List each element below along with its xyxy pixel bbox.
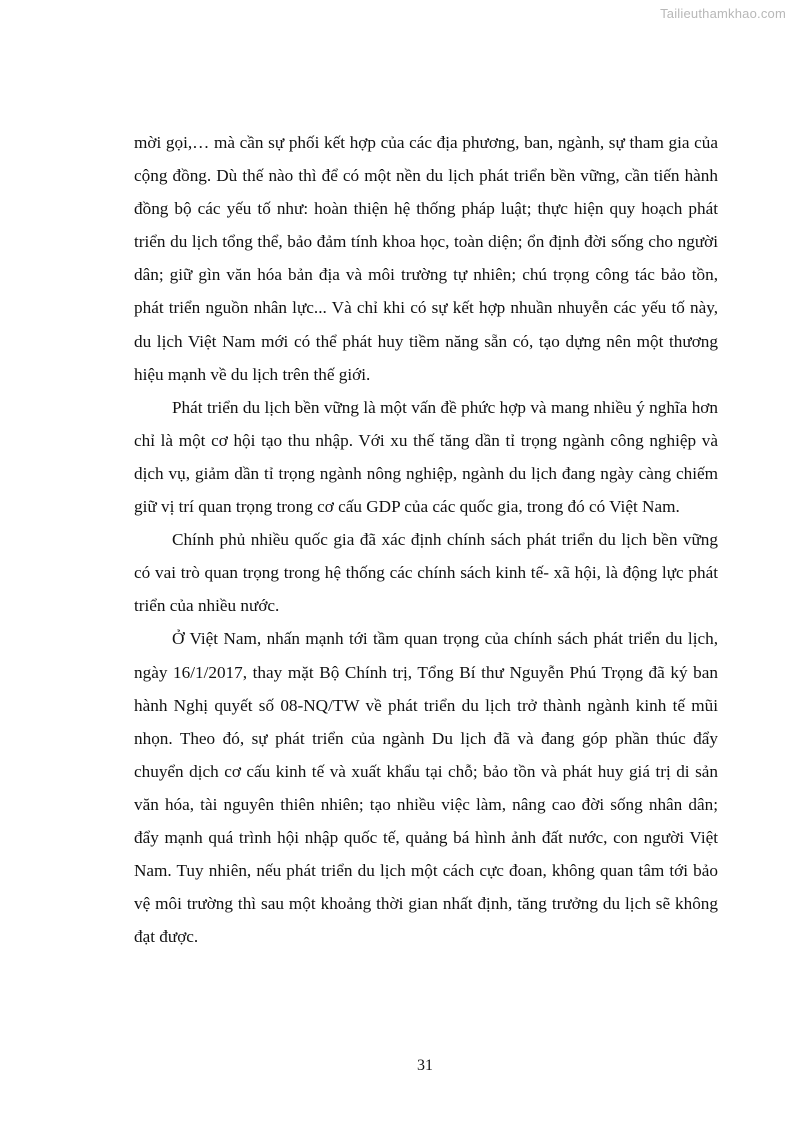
paragraph: Ở Việt Nam, nhấn mạnh tới tầm quan trọng của chính sách phát triển du lịch, ngày 16/1/2017, thay mặt Bộ Chính trị, Tổng Bí thư Nguyễn Phú Trọng đã ký ban hành Nghị quyết số 08-NQ/TW về phát triển du lịch trở thành ngành kinh tế mũi nhọn. Theo đó, sự phát triển của ngành Du lịch đã và đang góp phần thúc đẩy chuyển dịch cơ cấu kinh tế và xuất khẩu tại chỗ; bảo tồn và phát huy giá trị di sản văn hóa, tài nguyên thiên nhiên; tạo nhiều việc làm, nâng cao đời sống nhân dân; đẩy mạnh quá trình hội nhập quốc tế, quảng bá hình ảnh đất nước, con người Việt Nam. Tuy nhiên, nếu phát triển du lịch một cách cực đoan, không quan tâm tới bảo vệ môi trường thì sau một khoảng thời gian nhất định, tăng trưởng du lịch sẽ không đạt được.: [134, 629, 718, 947]
paragraph: Chính phủ nhiều quốc gia đã xác định chính sách phát triển du lịch bền vững có vai trò quan trọng trong hệ thống các chính sách kinh tế- xã hội, là động lực phát triển của nhiều nước.: [134, 530, 718, 616]
paragraph-continuation: mời gọi,… mà cần sự phối kết hợp của các địa phương, ban, ngành, sự tham gia của cộng đồng. Dù thế nào thì để có một nền du lịch phát triển bền vững, cần tiến hành đồng bộ các yếu tố như: hoàn thiện hệ thống pháp luật; thực hiện quy hoạch phát triển du lịch tổng thể, bảo đảm tính khoa học, toàn diện; ổn định đời sống cho người dân; giữ gìn văn hóa bản địa và môi trường tự nhiên; chú trọng công tác bảo tồn, phát triển nguồn nhân lực... Và chỉ khi có sự kết hợp nhuần nhuyễn các yếu tố này, du lịch Việt Nam mới có thể phát huy tiềm năng sẵn có, tạo dựng nên một thương hiệu mạnh về du lịch trên thế giới.: [134, 133, 718, 384]
page-number: 31: [417, 1057, 433, 1074]
document-body: [134, 126, 718, 953]
watermark: Tailieuthamkhao.com: [660, 6, 786, 21]
paragraph: Phát triển du lịch bền vững là một vấn đề phức hợp và mang nhiều ý nghĩa hơn chỉ là một cơ hội tạo thu nhập. Với xu thế tăng dần tỉ trọng ngành công nghiệp và dịch vụ, giảm dần tỉ trọng ngành nông nghiệp, ngành du lịch đang ngày càng chiếm giữ vị trí quan trọng trong cơ cấu GDP của các quốc gia, trong đó có Việt Nam.: [134, 397, 718, 517]
